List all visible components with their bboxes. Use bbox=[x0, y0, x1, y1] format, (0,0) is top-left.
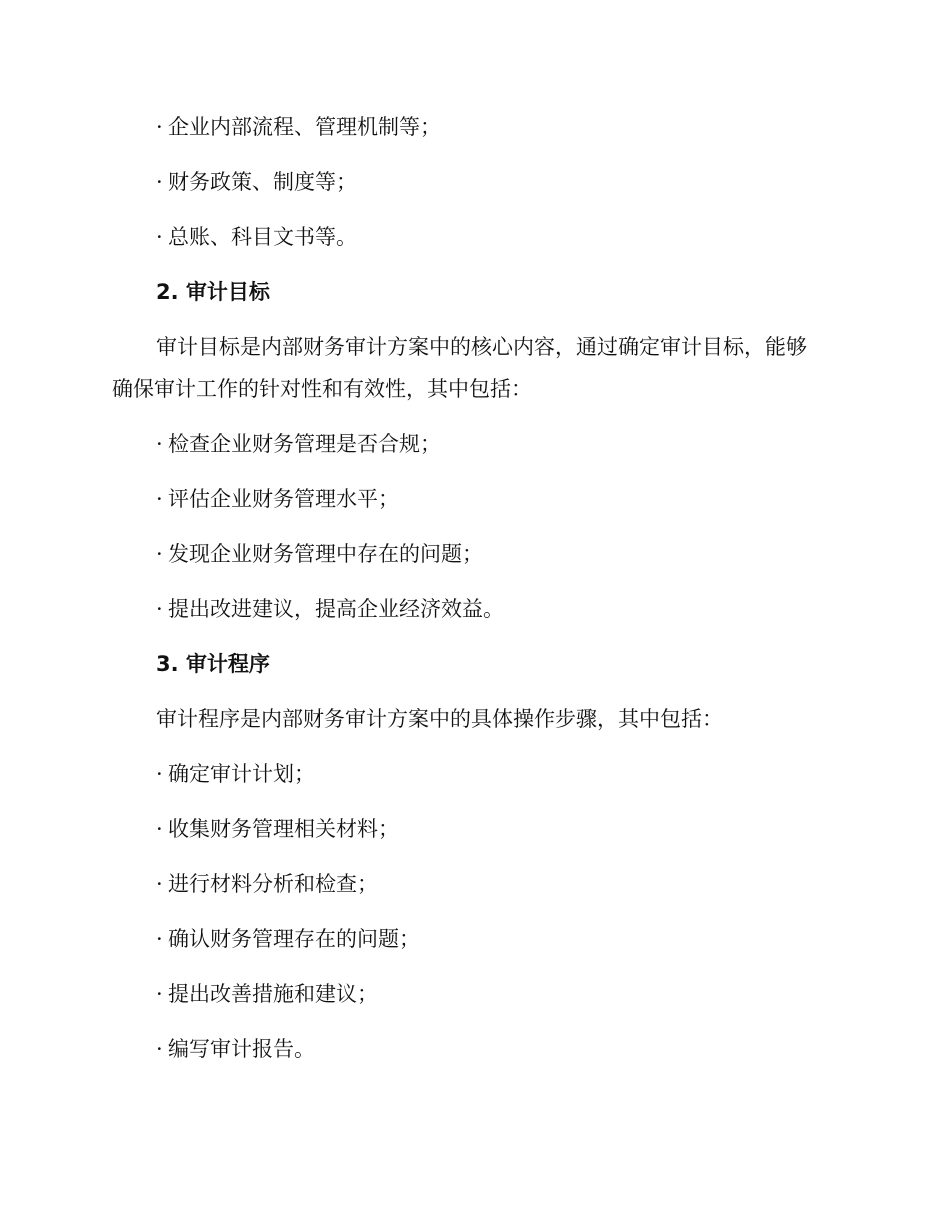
bullet: · bbox=[156, 170, 163, 194]
paragraph-line: 确保审计工作的针对性和有效性，其中包括： bbox=[112, 377, 532, 401]
bullet: · bbox=[156, 927, 163, 951]
list-item bbox=[156, 484, 399, 514]
list-item bbox=[156, 222, 357, 252]
paragraph-line: 审计目标是内部财务审计方案中的核心内容，通过确定审计目标，能够 bbox=[156, 335, 807, 359]
bullet: · bbox=[156, 432, 163, 456]
list-item bbox=[156, 539, 483, 569]
list-item-text: 确认财务管理存在的问题； bbox=[168, 927, 420, 951]
list-item bbox=[156, 112, 441, 142]
list-item bbox=[156, 979, 378, 1009]
list-item-text: 财务政策、制度等； bbox=[168, 170, 357, 194]
list-item-text: 评估企业财务管理水平； bbox=[168, 487, 399, 511]
bullet: · bbox=[156, 542, 163, 566]
list-item bbox=[156, 869, 378, 899]
list-item bbox=[156, 759, 315, 789]
list-item-text: 发现企业财务管理中存在的问题； bbox=[168, 542, 483, 566]
list-item-text: 进行材料分析和检查； bbox=[168, 872, 378, 896]
list-item-text: 提出改进建议，提高企业经济效益。 bbox=[168, 597, 504, 621]
list-item-text: 确定审计计划； bbox=[168, 762, 315, 786]
bullet: · bbox=[156, 597, 163, 621]
list-item-text: 收集财务管理相关材料； bbox=[168, 817, 399, 841]
section-heading-audit-procedures: 3. 审计程序 bbox=[156, 652, 270, 676]
bullet: · bbox=[156, 982, 163, 1006]
bullet: · bbox=[156, 872, 163, 896]
bullet: · bbox=[156, 487, 163, 511]
list-item bbox=[156, 167, 357, 197]
bullet: · bbox=[156, 1037, 163, 1061]
list-item-text: 提出改善措施和建议； bbox=[168, 982, 378, 1006]
bullet: · bbox=[156, 762, 163, 786]
bullet: · bbox=[156, 817, 163, 841]
list-item bbox=[156, 814, 399, 844]
list-item-text: 编写审计报告。 bbox=[168, 1037, 315, 1061]
list-item-text: 总账、科目文书等。 bbox=[168, 225, 357, 249]
list-item-text: 检查企业财务管理是否合规； bbox=[168, 432, 441, 456]
bullet: · bbox=[156, 115, 163, 139]
paragraph-line: 审计程序是内部财务审计方案中的具体操作步骤，其中包括： bbox=[156, 707, 723, 731]
list-item bbox=[156, 1034, 315, 1064]
list-item bbox=[156, 924, 420, 954]
list-item bbox=[156, 594, 504, 624]
section-heading-audit-objectives: 2. 审计目标 bbox=[156, 280, 270, 304]
list-item-text: 企业内部流程、管理机制等； bbox=[168, 115, 441, 139]
list-item bbox=[156, 429, 441, 459]
bullet: · bbox=[156, 225, 163, 249]
